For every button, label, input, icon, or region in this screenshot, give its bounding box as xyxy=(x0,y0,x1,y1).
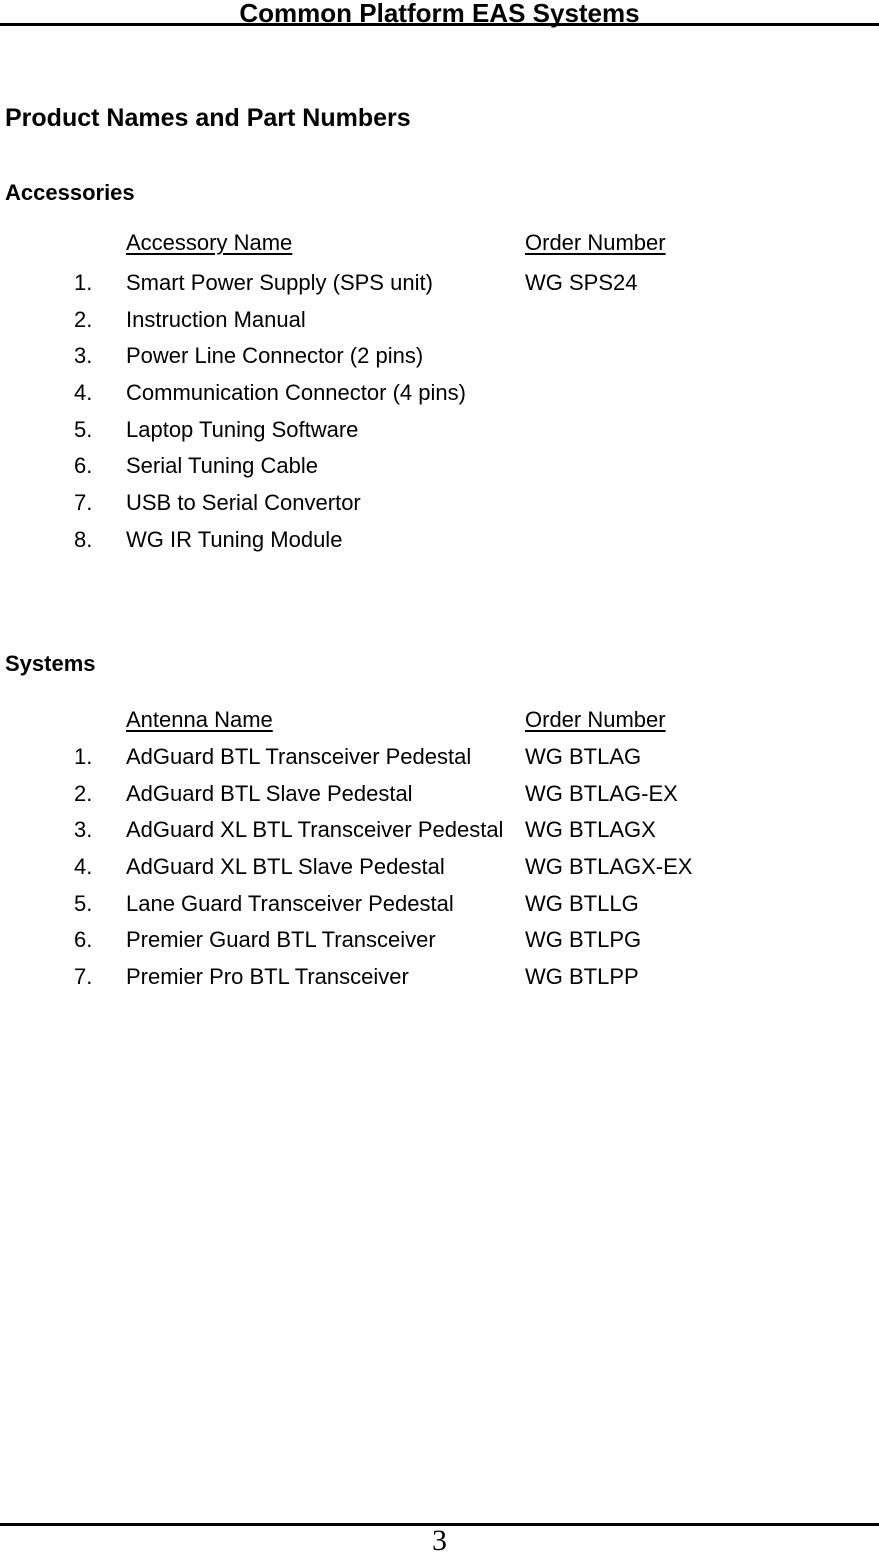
table-row xyxy=(0,739,879,776)
row-number: 5. xyxy=(74,416,93,442)
row-order: WG BTLPG xyxy=(525,927,642,953)
row-name: Premier Pro BTL Transceiver xyxy=(126,964,409,990)
row-name: WG IR Tuning Module xyxy=(126,526,343,552)
row-number: 3. xyxy=(74,343,93,369)
row-number: 8. xyxy=(74,526,93,552)
table-row xyxy=(0,485,879,522)
row-number: 1. xyxy=(74,270,93,296)
row-name: Serial Tuning Cable xyxy=(126,453,319,479)
table-row xyxy=(0,375,879,412)
page-number: 3 xyxy=(432,1524,447,1557)
table-row xyxy=(0,885,879,922)
table-row xyxy=(0,301,879,338)
table-row xyxy=(0,338,879,375)
row-name: Lane Guard Transceiver Pedestal xyxy=(126,890,454,916)
section-heading-accessories: Accessories xyxy=(5,180,135,205)
row-name: Instruction Manual xyxy=(126,306,306,332)
table-row xyxy=(0,448,879,485)
row-name: USB to Serial Convertor xyxy=(126,490,361,516)
row-order: WG BTLLG xyxy=(525,890,639,916)
row-number: 4. xyxy=(74,380,93,406)
row-order: WG BTLAG-EX xyxy=(525,780,678,806)
row-number: 6. xyxy=(74,927,93,953)
row-number: 3. xyxy=(74,817,93,843)
row-number: 2. xyxy=(74,780,93,806)
column-header-order-number: Order Number xyxy=(525,707,666,733)
row-order: WG BTLAG xyxy=(525,744,642,770)
accessories-table xyxy=(0,225,879,558)
column-header-order-number: Order Number xyxy=(525,230,666,256)
row-name: Premier Guard BTL Transceiver xyxy=(126,927,436,953)
row-number: 2. xyxy=(74,306,93,332)
row-name: AdGuard XL BTL Transceiver Pedestal xyxy=(126,817,504,843)
row-number: 7. xyxy=(74,490,93,516)
page-footer xyxy=(0,1523,879,1557)
table-row xyxy=(0,922,879,959)
row-name: Power Line Connector (2 pins) xyxy=(126,343,424,369)
row-order: WG BTLAGX-EX xyxy=(525,854,693,880)
systems-table-header-row xyxy=(0,702,879,739)
table-row xyxy=(0,959,879,996)
row-name: AdGuard XL BTL Slave Pedestal xyxy=(126,854,445,880)
table-row xyxy=(0,522,879,559)
table-row xyxy=(0,812,879,849)
row-name: Smart Power Supply (SPS unit) xyxy=(126,270,433,296)
table-row xyxy=(0,775,879,812)
column-header-antenna-name: Antenna Name xyxy=(126,707,273,733)
document-title: Product Names and Part Numbers xyxy=(5,104,411,132)
systems-table xyxy=(0,702,879,996)
table-row xyxy=(0,265,879,302)
row-order: WG BTLAGX xyxy=(525,817,656,843)
row-order: WG SPS24 xyxy=(525,270,638,296)
row-number: 5. xyxy=(74,890,93,916)
page-header-title: Common Platform EAS Systems xyxy=(239,0,640,28)
row-number: 7. xyxy=(74,964,93,990)
page-header xyxy=(0,0,879,26)
section-heading-systems: Systems xyxy=(5,651,96,676)
table-row xyxy=(0,849,879,886)
table-row xyxy=(0,411,879,448)
row-number: 4. xyxy=(74,854,93,880)
row-name: Laptop Tuning Software xyxy=(126,416,359,442)
row-number: 1. xyxy=(74,744,93,770)
row-number: 6. xyxy=(74,453,93,479)
row-order: WG BTLPP xyxy=(525,964,639,990)
accessories-table-header-row xyxy=(0,225,879,262)
row-name: AdGuard BTL Transceiver Pedestal xyxy=(126,744,472,770)
row-name: AdGuard BTL Slave Pedestal xyxy=(126,780,413,806)
row-name: Communication Connector (4 pins) xyxy=(126,380,466,406)
column-header-accessory-name: Accessory Name xyxy=(126,230,293,256)
